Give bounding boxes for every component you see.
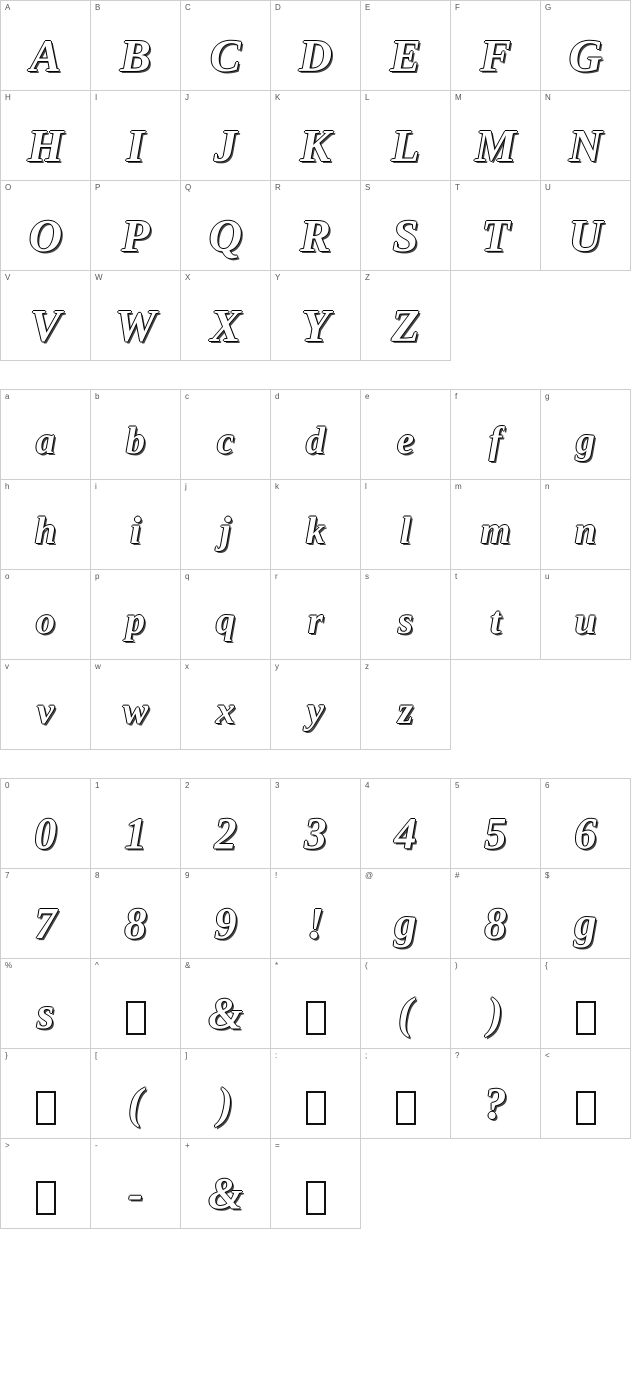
glyph-cell — [361, 91, 451, 181]
glyph-render: 8 — [484, 899, 507, 948]
glyph-render: ( — [398, 989, 413, 1038]
glyph-label: 5 — [455, 781, 460, 790]
glyph-render: S — [392, 210, 419, 261]
glyph-render: 8 — [124, 899, 147, 948]
glyph-label: 0 — [5, 781, 10, 790]
glyph-label: z — [365, 662, 369, 671]
glyph-cell — [91, 1139, 181, 1229]
glyph-label: M — [455, 93, 462, 102]
glyph-label: i — [95, 482, 97, 491]
glyph-cell — [541, 1, 631, 91]
glyph-render: g — [394, 899, 417, 948]
glyph-label: w — [95, 662, 101, 671]
glyph-render: o — [36, 600, 55, 642]
glyph-label: * — [275, 961, 279, 970]
glyph-label: k — [275, 482, 279, 491]
glyph-cell — [181, 91, 271, 181]
glyph-cell — [181, 271, 271, 361]
glyph-label: C — [185, 3, 191, 12]
glyph-label: l — [365, 482, 367, 491]
glyph-cell — [181, 480, 271, 570]
glyph-cell — [361, 570, 451, 660]
glyph-render: D — [298, 30, 333, 81]
glyph-label: r — [275, 572, 278, 581]
glyph-cell — [181, 390, 271, 480]
glyph-label: + — [185, 1141, 190, 1150]
glyph-label: o — [5, 572, 10, 581]
glyph-render: n — [574, 510, 597, 552]
empty-cell — [541, 660, 631, 750]
glyph-cell — [541, 1049, 631, 1139]
glyph-cell — [91, 660, 181, 750]
glyph-render: ) — [488, 989, 503, 1038]
glyph-render — [271, 988, 360, 1040]
glyph-cell — [181, 660, 271, 750]
glyph-render: X — [210, 300, 241, 351]
glyph-cell — [451, 779, 541, 869]
glyph-cell — [181, 1, 271, 91]
glyph-label: ) — [455, 961, 458, 970]
glyph-label: p — [95, 572, 100, 581]
glyph-label: q — [185, 572, 190, 581]
glyph-label: b — [95, 392, 100, 401]
glyph-label: E — [365, 3, 371, 12]
empty-cell — [451, 1139, 541, 1229]
glyph-render — [361, 1078, 450, 1130]
glyph-cell — [451, 1, 541, 91]
glyph-render: E — [390, 30, 421, 81]
glyph-render — [541, 988, 630, 1040]
glyph-cell — [181, 570, 271, 660]
glyph-render: & — [208, 989, 243, 1038]
uppercase-grid — [0, 0, 631, 361]
glyph-render: b — [126, 420, 145, 462]
glyph-render: F — [480, 30, 511, 81]
glyph-render: c — [217, 420, 234, 462]
glyph-cell — [91, 181, 181, 271]
block-separator — [0, 361, 640, 389]
glyph-cell — [271, 1139, 361, 1229]
glyph-label: S — [365, 183, 371, 192]
glyph-cell — [181, 959, 271, 1049]
empty-cell — [451, 271, 541, 361]
glyph-label: G — [545, 3, 552, 12]
glyph-render: t — [490, 600, 501, 642]
glyph-render: - — [128, 1169, 143, 1218]
glyph-cell — [451, 181, 541, 271]
glyph-render: G — [568, 30, 603, 81]
glyph-render: J — [214, 120, 237, 171]
glyph-label: $ — [545, 871, 550, 880]
glyph-cell — [541, 390, 631, 480]
glyph-render: & — [208, 1169, 243, 1218]
glyph-cell — [91, 869, 181, 959]
glyph-label: U — [545, 183, 551, 192]
glyph-cell — [91, 1, 181, 91]
missing-glyph-box — [36, 1091, 56, 1125]
glyph-render: M — [475, 120, 516, 171]
symbols-grid — [0, 778, 631, 1229]
glyph-render: ! — [306, 899, 325, 948]
glyph-render: B — [120, 30, 151, 81]
glyph-render: q — [216, 600, 235, 642]
glyph-render: 2 — [214, 809, 237, 858]
glyph-cell — [91, 271, 181, 361]
glyph-cell — [541, 181, 631, 271]
lowercase-grid — [0, 389, 631, 750]
glyph-render: A — [30, 30, 61, 81]
empty-cell — [361, 1139, 451, 1229]
glyph-render: i — [130, 510, 141, 552]
glyph-label: W — [95, 273, 103, 282]
glyph-label: s — [365, 572, 369, 581]
glyph-render: ( — [128, 1079, 143, 1128]
glyph-label: { — [545, 961, 548, 970]
glyph-render: x — [216, 690, 235, 732]
glyph-cell — [541, 779, 631, 869]
glyph-label: c — [185, 392, 189, 401]
glyph-cell — [1, 390, 91, 480]
glyph-render: d — [306, 420, 325, 462]
glyph-label: u — [545, 572, 550, 581]
glyph-cell — [1, 660, 91, 750]
glyph-cell — [181, 181, 271, 271]
glyph-label: v — [5, 662, 9, 671]
glyph-label: ( — [365, 961, 368, 970]
glyph-cell — [271, 1049, 361, 1139]
glyph-label: F — [455, 3, 460, 12]
glyph-label: } — [5, 1051, 8, 1060]
glyph-label: t — [455, 572, 458, 581]
glyph-render: k — [306, 510, 325, 552]
glyph-label: a — [5, 392, 10, 401]
glyph-render — [541, 1078, 630, 1130]
glyph-render — [1, 1078, 90, 1130]
glyph-render: ) — [218, 1079, 233, 1128]
glyph-label: % — [5, 961, 13, 970]
glyph-render: 1 — [124, 809, 147, 858]
glyph-label: < — [545, 1051, 550, 1060]
symbols-block — [0, 778, 640, 1229]
glyph-cell — [1, 1049, 91, 1139]
glyph-cell — [91, 1049, 181, 1139]
missing-glyph-box — [396, 1091, 416, 1125]
glyph-cell — [91, 570, 181, 660]
glyph-cell — [271, 869, 361, 959]
glyph-cell — [1, 181, 91, 271]
glyph-render: H — [27, 120, 64, 171]
glyph-label: [ — [95, 1051, 98, 1060]
glyph-cell — [91, 779, 181, 869]
glyph-cell — [181, 869, 271, 959]
glyph-cell — [91, 959, 181, 1049]
empty-cell — [541, 271, 631, 361]
glyph-cell — [541, 869, 631, 959]
lowercase-block — [0, 389, 640, 750]
glyph-label: > — [5, 1141, 10, 1150]
glyph-cell — [1, 570, 91, 660]
glyph-label: N — [545, 93, 551, 102]
glyph-render: P — [121, 210, 150, 261]
glyph-label: Y — [275, 273, 281, 282]
glyph-cell — [271, 1, 361, 91]
glyph-cell — [181, 1139, 271, 1229]
glyph-render: s — [36, 989, 55, 1038]
glyph-render: g — [574, 899, 597, 948]
glyph-label: T — [455, 183, 460, 192]
glyph-cell — [1, 779, 91, 869]
missing-glyph-box — [36, 1181, 56, 1215]
glyph-label: h — [5, 482, 10, 491]
glyph-cell — [361, 181, 451, 271]
glyph-render: 7 — [34, 899, 57, 948]
glyph-cell — [361, 1, 451, 91]
glyph-cell — [271, 480, 361, 570]
glyph-render: Y — [301, 300, 330, 351]
glyph-label: ? — [455, 1051, 460, 1060]
glyph-cell — [361, 660, 451, 750]
glyph-label: K — [275, 93, 281, 102]
block-separator — [0, 750, 640, 778]
glyph-label: 1 — [95, 781, 100, 790]
glyph-render: s — [398, 600, 413, 642]
glyph-cell — [361, 779, 451, 869]
glyph-render: h — [34, 510, 57, 552]
glyph-render — [91, 988, 180, 1040]
glyph-cell — [541, 480, 631, 570]
glyph-label: # — [455, 871, 460, 880]
missing-glyph-box — [306, 1001, 326, 1035]
glyph-label: 8 — [95, 871, 100, 880]
glyph-cell — [451, 1049, 541, 1139]
glyph-label: ^ — [95, 961, 99, 970]
glyph-label: L — [365, 93, 370, 102]
glyph-render: j — [220, 510, 231, 552]
empty-cell — [541, 1139, 631, 1229]
glyph-label: Q — [185, 183, 192, 192]
glyph-label: ; — [365, 1051, 368, 1060]
glyph-label: A — [5, 3, 11, 12]
glyph-label: g — [545, 392, 550, 401]
glyph-cell — [451, 91, 541, 181]
glyph-render: K — [300, 120, 331, 171]
glyph-render: Z — [391, 300, 420, 351]
glyph-label: J — [185, 93, 189, 102]
glyph-cell — [271, 390, 361, 480]
glyph-cell — [271, 660, 361, 750]
glyph-cell — [91, 91, 181, 181]
glyph-label: 4 — [365, 781, 370, 790]
glyph-label: X — [185, 273, 191, 282]
glyph-cell — [541, 959, 631, 1049]
glyph-render: C — [210, 30, 241, 81]
glyph-cell — [271, 959, 361, 1049]
glyph-render — [1, 1168, 90, 1220]
glyph-label: f — [455, 392, 458, 401]
glyph-render: z — [398, 690, 413, 732]
glyph-label: 9 — [185, 871, 190, 880]
glyph-label: e — [365, 392, 370, 401]
glyph-cell — [1, 869, 91, 959]
glyph-cell — [271, 570, 361, 660]
glyph-label: Z — [365, 273, 370, 282]
glyph-label: @ — [365, 871, 374, 880]
glyph-label: m — [455, 482, 462, 491]
glyph-render: u — [574, 600, 597, 642]
glyph-render: N — [568, 120, 603, 171]
glyph-render: e — [397, 420, 414, 462]
glyph-label: ] — [185, 1051, 188, 1060]
glyph-cell — [1, 271, 91, 361]
glyph-label: B — [95, 3, 101, 12]
glyph-cell — [361, 390, 451, 480]
glyph-label: ! — [275, 871, 278, 880]
uppercase-block — [0, 0, 640, 361]
glyph-render: a — [36, 420, 55, 462]
glyph-cell — [1, 480, 91, 570]
glyph-label: : — [275, 1051, 278, 1060]
glyph-cell — [451, 480, 541, 570]
glyph-render: 0 — [34, 809, 57, 858]
glyph-label: & — [185, 961, 191, 970]
glyph-cell — [181, 779, 271, 869]
missing-glyph-box — [126, 1001, 146, 1035]
glyph-cell — [451, 959, 541, 1049]
glyph-label: P — [95, 183, 101, 192]
glyph-label: 2 — [185, 781, 190, 790]
glyph-label: H — [5, 93, 11, 102]
glyph-render: 4 — [394, 809, 417, 858]
glyph-render — [271, 1078, 360, 1130]
glyph-render: r — [308, 600, 323, 642]
glyph-cell — [361, 869, 451, 959]
glyph-cell — [271, 271, 361, 361]
missing-glyph-box — [576, 1001, 596, 1035]
glyph-cell — [361, 480, 451, 570]
glyph-cell — [451, 570, 541, 660]
glyph-render: 3 — [304, 809, 327, 858]
glyph-label: d — [275, 392, 280, 401]
page-bottom-margin — [0, 1229, 640, 1389]
glyph-cell — [1, 91, 91, 181]
glyph-label: V — [5, 273, 11, 282]
glyph-render: Q — [208, 210, 243, 261]
glyph-cell — [271, 91, 361, 181]
glyph-label: y — [275, 662, 279, 671]
glyph-render: v — [37, 690, 54, 732]
glyph-label: O — [5, 183, 12, 192]
glyph-render: y — [307, 690, 324, 732]
glyph-render: W — [115, 300, 156, 351]
glyph-cell — [271, 779, 361, 869]
glyph-cell — [541, 91, 631, 181]
glyph-render: g — [576, 420, 595, 462]
glyph-cell — [181, 1049, 271, 1139]
glyph-cell — [361, 271, 451, 361]
glyph-render: L — [391, 120, 420, 171]
glyph-cell — [451, 869, 541, 959]
glyph-label: R — [275, 183, 281, 192]
glyph-render: 9 — [214, 899, 237, 948]
glyph-cell — [271, 181, 361, 271]
glyph-cell — [1, 1, 91, 91]
glyph-cell — [91, 390, 181, 480]
glyph-render: I — [126, 120, 145, 171]
glyph-render: m — [480, 510, 511, 552]
glyph-label: I — [95, 93, 98, 102]
glyph-label: D — [275, 3, 281, 12]
glyph-cell — [361, 959, 451, 1049]
glyph-label: n — [545, 482, 550, 491]
glyph-render: V — [30, 300, 61, 351]
glyph-label: - — [95, 1141, 98, 1150]
glyph-cell — [541, 570, 631, 660]
glyph-render: U — [568, 210, 603, 261]
missing-glyph-box — [306, 1181, 326, 1215]
glyph-cell — [1, 1139, 91, 1229]
glyph-render — [271, 1168, 360, 1220]
glyph-render: ? — [484, 1079, 507, 1128]
glyph-render: R — [300, 210, 331, 261]
glyph-label: j — [185, 482, 187, 491]
glyph-cell — [91, 480, 181, 570]
glyph-label: = — [275, 1141, 280, 1150]
glyph-cell — [451, 390, 541, 480]
glyph-render: l — [400, 510, 411, 552]
empty-cell — [451, 660, 541, 750]
glyph-render: T — [481, 210, 510, 261]
glyph-label: x — [185, 662, 189, 671]
glyph-label: 7 — [5, 871, 10, 880]
glyph-cell — [1, 959, 91, 1049]
missing-glyph-box — [306, 1091, 326, 1125]
glyph-cell — [361, 1049, 451, 1139]
glyph-render: w — [122, 690, 149, 732]
glyph-render: 5 — [484, 809, 507, 858]
glyph-render: p — [126, 600, 145, 642]
missing-glyph-box — [576, 1091, 596, 1125]
glyph-label: 3 — [275, 781, 280, 790]
glyph-render: 6 — [574, 809, 597, 858]
glyph-render: O — [28, 210, 63, 261]
glyph-render: f — [489, 420, 502, 462]
glyph-label: 6 — [545, 781, 550, 790]
